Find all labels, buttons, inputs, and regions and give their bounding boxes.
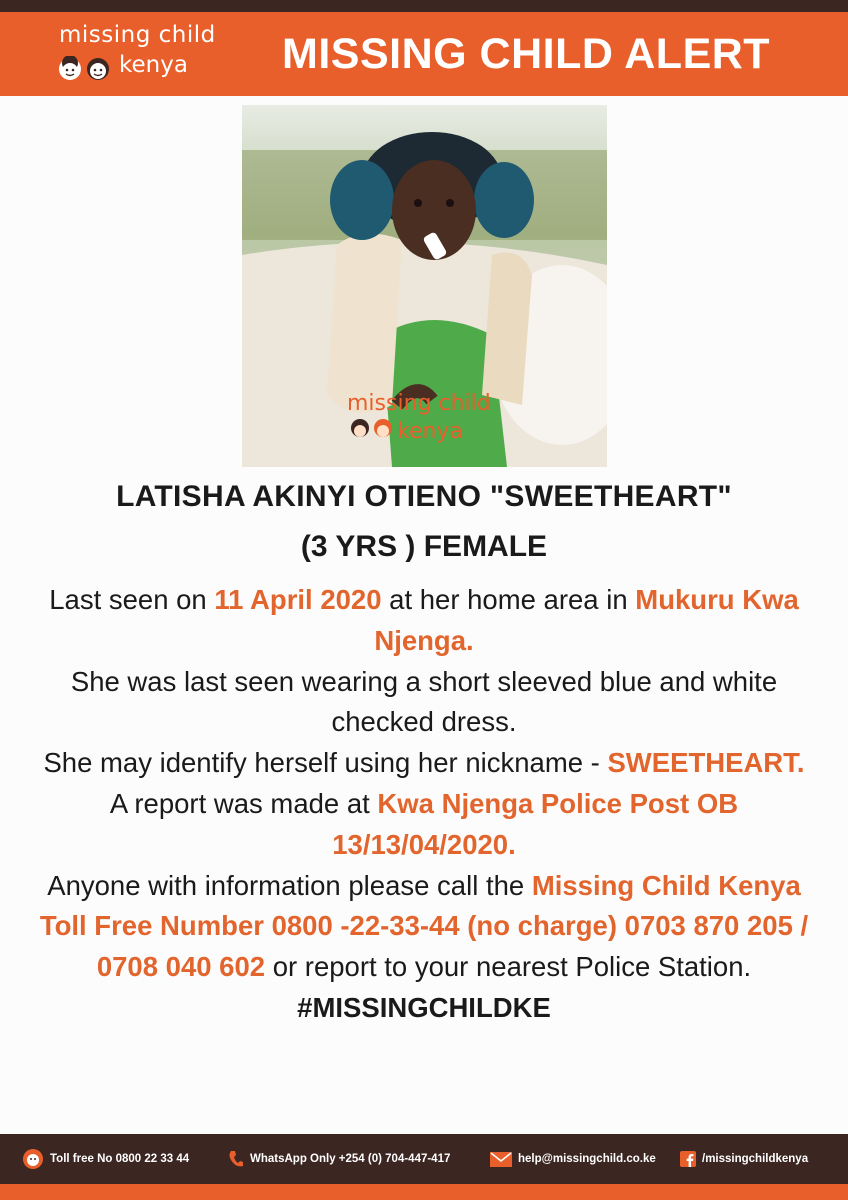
bottom-strip bbox=[0, 1184, 848, 1200]
logo-text-top: missing child bbox=[59, 22, 216, 48]
alert-title: MISSING CHILD ALERT bbox=[282, 30, 771, 78]
last-seen-paragraph: Last seen on 11 April 2020 at her home area in Mukuru Kwa Njenga. bbox=[49, 584, 799, 656]
child-age-sex: (3 YRS ) FEMALE bbox=[300, 530, 548, 563]
nickname: SWEETHEART. bbox=[607, 747, 805, 779]
watermark-text-top: missing child bbox=[347, 391, 491, 416]
footer-whatsapp: WhatsApp Only +254 (0) 704-447-417 bbox=[228, 1134, 450, 1184]
phone-icon bbox=[22, 1148, 44, 1170]
police-station: Kwa Njenga Police Post OB 13/13/04/2020. bbox=[332, 787, 739, 860]
contact-paragraph: Anyone with information please call the Missing Child Kenya Toll Free Number 0800 -22-33-44 (no charge) 0703 870 205 / 0708 040 602 or report to your nearest Police Station. bbox=[39, 869, 809, 983]
logo-text-bottom: kenya bbox=[119, 52, 188, 78]
logo-faces-icon bbox=[57, 56, 113, 82]
footer-facebook: /missingchildkenya bbox=[680, 1134, 808, 1184]
child-photo-illustration bbox=[242, 105, 607, 467]
footer-tollfree: Toll free No 0800 22 33 44 bbox=[22, 1134, 189, 1184]
watermark-text-bottom: kenya bbox=[397, 419, 463, 444]
top-strip bbox=[0, 0, 848, 12]
details-block bbox=[30, 580, 818, 1029]
whatsapp-icon bbox=[228, 1150, 244, 1168]
hashtag: #MISSINGCHILDKE bbox=[297, 991, 551, 1023]
header-banner bbox=[0, 12, 848, 96]
email-icon bbox=[490, 1152, 512, 1167]
last-seen-place: Mukuru Kwa Njenga. bbox=[374, 584, 799, 656]
missing-child-kenya-logo bbox=[55, 22, 215, 88]
footer-email: help@missingchild.co.ke bbox=[490, 1134, 656, 1184]
contact-numbers: Missing Child Kenya Toll Free Number 0800 -22-33-44 (no charge) 0703 870 205 / 0708 040 602 bbox=[39, 869, 809, 983]
child-name: LATISHA AKINYI OTIENO "SWEETHEART" bbox=[116, 480, 732, 513]
report-paragraph: A report was made at Kwa Njenga Police Post OB 13/13/04/2020. bbox=[109, 787, 739, 860]
footer-bar bbox=[0, 1134, 848, 1184]
nickname-paragraph: She may identify herself using her nickname - SWEETHEART. bbox=[43, 747, 805, 779]
clothing-paragraph: She was last seen wearing a short sleeved blue and white checked dress. bbox=[70, 665, 778, 738]
child-photo bbox=[242, 105, 607, 467]
facebook-icon bbox=[680, 1151, 696, 1167]
last-seen-date: 11 April 2020 bbox=[214, 584, 382, 615]
